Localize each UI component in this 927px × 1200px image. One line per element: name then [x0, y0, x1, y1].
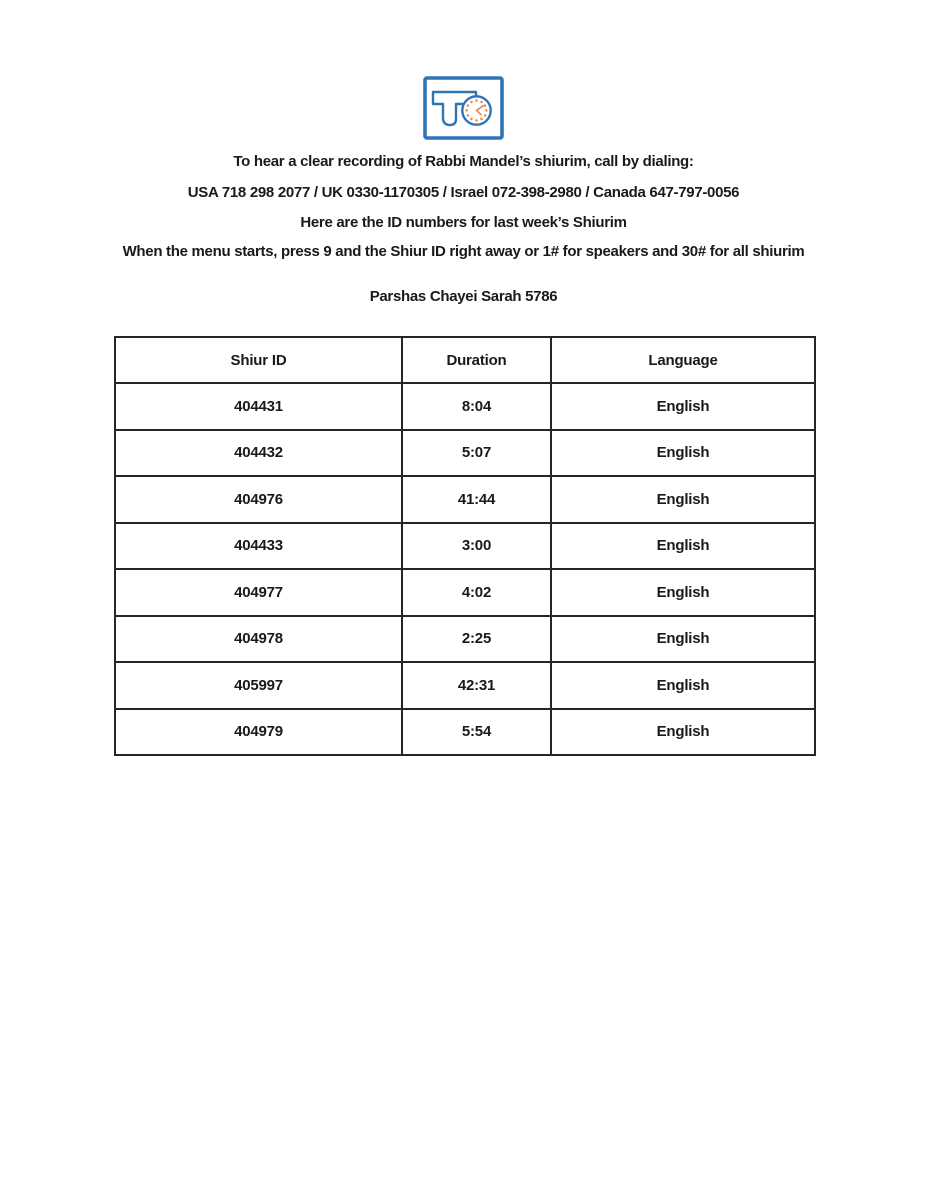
duration-cell: 2:25: [402, 616, 551, 663]
language-cell: English: [551, 523, 815, 570]
duration-cell: 3:00: [402, 523, 551, 570]
language-cell: English: [551, 383, 815, 430]
duration-cell: 41:44: [402, 476, 551, 523]
shiur-id-cell: 404978: [115, 616, 402, 663]
language-cell: English: [551, 569, 815, 616]
duration-cell: 4:02: [402, 569, 551, 616]
intro-line-id-numbers: Here are the ID numbers for last week’s Shiurim: [300, 214, 627, 231]
torah-clock-logo: [423, 76, 504, 140]
shiur-table: [114, 336, 816, 756]
language-cell: English: [551, 662, 815, 709]
table-header-row: [115, 337, 815, 383]
duration-cell: 42:31: [402, 662, 551, 709]
language-cell: English: [551, 430, 815, 477]
column-header-language: Language: [551, 337, 815, 383]
parsha-title: Parshas Chayei Sarah 5786: [369, 288, 558, 305]
intro-line-phone-numbers: USA 718 298 2077 / UK 0330-1170305 / Israel 072-398-2980 / Canada 647-797-0056: [187, 184, 740, 201]
table-row: [115, 616, 815, 663]
table-row: [115, 662, 815, 709]
intro-line-dialing: To hear a clear recording of Rabbi Mandel’s shiurim, call by dialing:: [233, 153, 694, 170]
language-cell: English: [551, 476, 815, 523]
shiur-id-cell: 404976: [115, 476, 402, 523]
intro-line-menu-instructions: When the menu starts, press 9 and the Shiur ID right away or 1# for speakers and 30# for all shiurim: [122, 243, 805, 260]
shiur-id-cell: 404979: [115, 709, 402, 756]
shiur-id-cell: 404977: [115, 569, 402, 616]
language-cell: English: [551, 709, 815, 756]
shiur-id-cell: 404431: [115, 383, 402, 430]
torah-clock-logo-graphic: [423, 76, 504, 140]
duration-cell: 5:07: [402, 430, 551, 477]
table-row: [115, 523, 815, 570]
table-row: [115, 383, 815, 430]
duration-cell: 8:04: [402, 383, 551, 430]
shiur-id-cell: 404433: [115, 523, 402, 570]
table-row: [115, 476, 815, 523]
column-header-shiur-id: Shiur ID: [115, 337, 402, 383]
column-header-duration: Duration: [402, 337, 551, 383]
table-row: [115, 430, 815, 477]
table-row: [115, 709, 815, 756]
language-cell: English: [551, 616, 815, 663]
shiur-id-cell: 404432: [115, 430, 402, 477]
shiur-id-cell: 405997: [115, 662, 402, 709]
duration-cell: 5:54: [402, 709, 551, 756]
table-row: [115, 569, 815, 616]
